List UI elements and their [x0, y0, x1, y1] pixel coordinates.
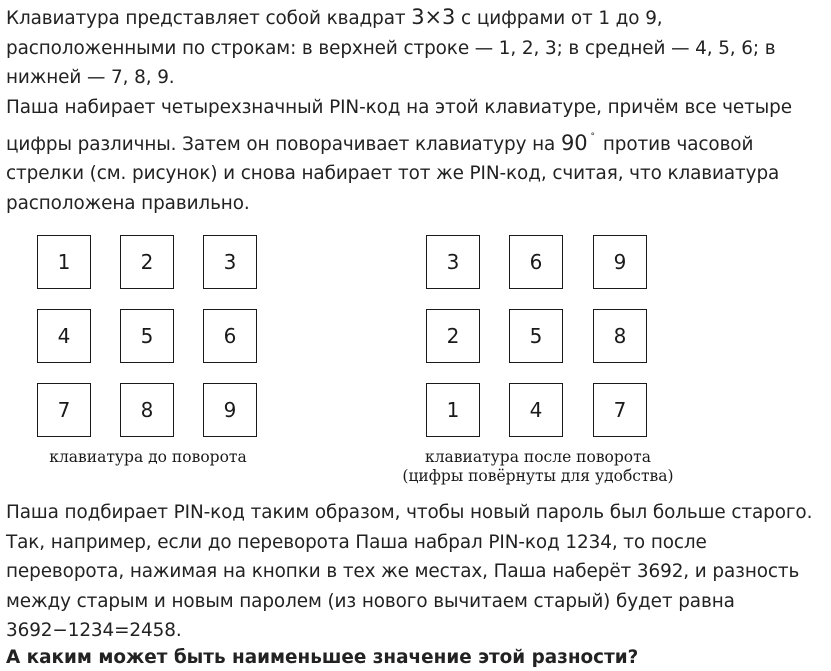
key-before-4: 4	[37, 309, 91, 363]
key-before-5: 5	[120, 309, 174, 363]
intro-paragraph	[6, 3, 826, 93]
grid-dimension: 3×3	[411, 5, 456, 29]
caption-after	[388, 448, 688, 486]
caption-after-line2: (цифры повёрнуты для удобства)	[402, 467, 674, 485]
caption-after-line1: клавиатура после поворота	[425, 448, 651, 466]
key-after-r2c3: 8	[593, 309, 647, 363]
key-after-r3c3: 7	[593, 383, 647, 437]
rotation-text-part2: против часовой стрелки (см. рисунок) и снова набирает тот же PIN-код, считая, что клавиатура расположена правильно.	[6, 133, 780, 214]
key-after-r3c2: 4	[509, 383, 563, 437]
key-before-1: 1	[37, 235, 91, 289]
key-before-9: 9	[203, 383, 257, 437]
key-before-2: 2	[120, 235, 174, 289]
key-before-3: 3	[203, 235, 257, 289]
key-before-8: 8	[120, 383, 174, 437]
rotation-angle: 90	[560, 130, 588, 155]
rotation-paragraph	[6, 93, 826, 218]
key-after-r1c2: 6	[509, 235, 563, 289]
intro-text-part2: с цифрами от 1 до 9, расположенными по строкам: в верхней строке — 1, 2, 3; в средней — 4, 5, 6; в нижней — 7, 8, 9.	[6, 8, 776, 88]
key-after-r2c2: 5	[509, 309, 563, 363]
key-before-6: 6	[203, 309, 257, 363]
question-text: А каким может быть наименьшее значение этой разности?	[6, 647, 639, 668]
degree-symbol: °	[590, 131, 595, 142]
key-before-7: 7	[37, 383, 91, 437]
key-after-r3c1: 1	[426, 383, 480, 437]
rotation-text-part1: Паша набирает четырехзначный PIN-код на этой клавиатуре, причём все четыре цифры различны. Затем он поворачивает клавиатуру на	[6, 97, 792, 155]
key-after-r2c1: 2	[426, 309, 480, 363]
key-after-r1c3: 9	[593, 235, 647, 289]
key-after-r1c1: 3	[426, 235, 480, 289]
caption-before: клавиатура до поворота	[49, 448, 247, 466]
example-paragraph: Паша подбирает PIN-код таким образом, чтобы новый пароль был больше старого. Так, например, если до переворота Паша набрал PIN-код 1234, то после переворота, нажимая на кнопки в тех же местах, Паша наберёт 3692, и разность между старым и новым паролем (из нового вычитаем старый) будет равна 3692−1234=2458.	[6, 502, 813, 641]
intro-text-part1: Клавиатура представляет собой квадрат	[6, 8, 412, 29]
